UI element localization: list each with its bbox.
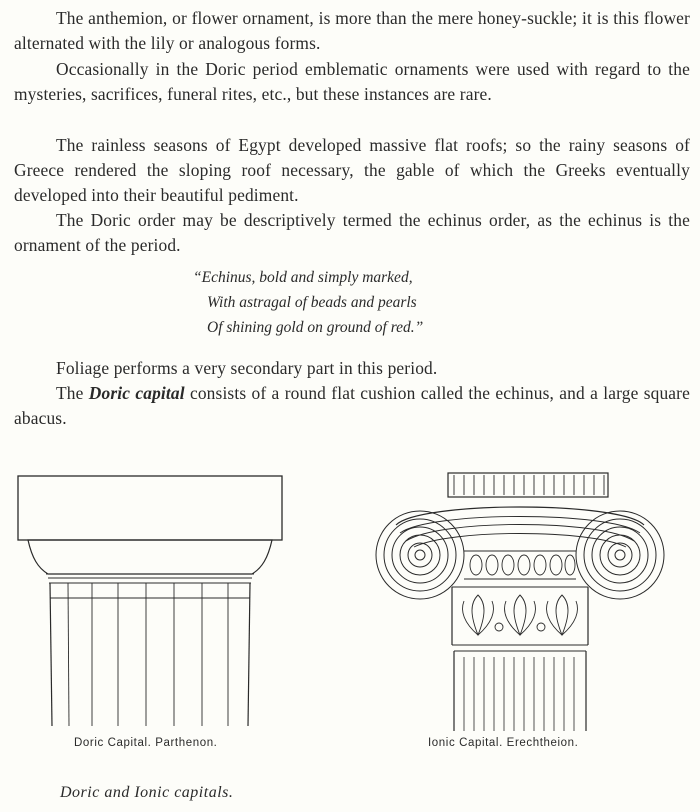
doric-capital-term: Doric capital — [88, 383, 185, 403]
paragraph-emblematic: Occasionally in the Doric period emblematic ornaments were used with regard to the mysteries, sacrifices, funeral rites, etc., but these instances are rare. — [14, 59, 690, 105]
doric-capital-text-start: The — [56, 383, 89, 403]
verse-quote — [193, 265, 553, 340]
doric-caption: Doric Capital. Parthenon. — [74, 737, 218, 749]
ionic-caption: Ionic Capital. Erechtheion. — [428, 737, 579, 749]
paragraph-echinus-order: The Doric order may be descriptively termed the echinus order, as the echinus is the ornament of the period. — [14, 210, 690, 256]
doric-capital-illustration — [0, 450, 300, 730]
verse-line-3: Of shining gold on ground of red.” — [207, 319, 424, 336]
ionic-capital-illustration — [360, 455, 680, 735]
doric-capital-text-end: consists of a round flat cushion called the echinus, and a large square abacus. — [14, 383, 690, 429]
figure-title: Doric and Ionic capitals. — [60, 784, 234, 801]
paragraph-anthemion: The anthemion, or flower ornament, is more than the mere honey-suckle; it is this flower alternated with the lily or analogous forms. — [14, 8, 690, 54]
verse-line-2: With astragal of beads and pearls — [207, 294, 417, 311]
verse-line-1: “Echinus, bold and simply marked, — [193, 269, 413, 286]
paragraph-foliage: Foliage performs a very secondary part in this period. — [56, 358, 438, 378]
paragraph-doric-capital — [14, 381, 690, 431]
paragraph-roofs: The rainless seasons of Egypt developed massive flat roofs; so the rainy seasons of Greece rendered the sloping roof necessary, the gable of which the Greeks eventually developed into their beautiful pediment. — [14, 135, 690, 206]
